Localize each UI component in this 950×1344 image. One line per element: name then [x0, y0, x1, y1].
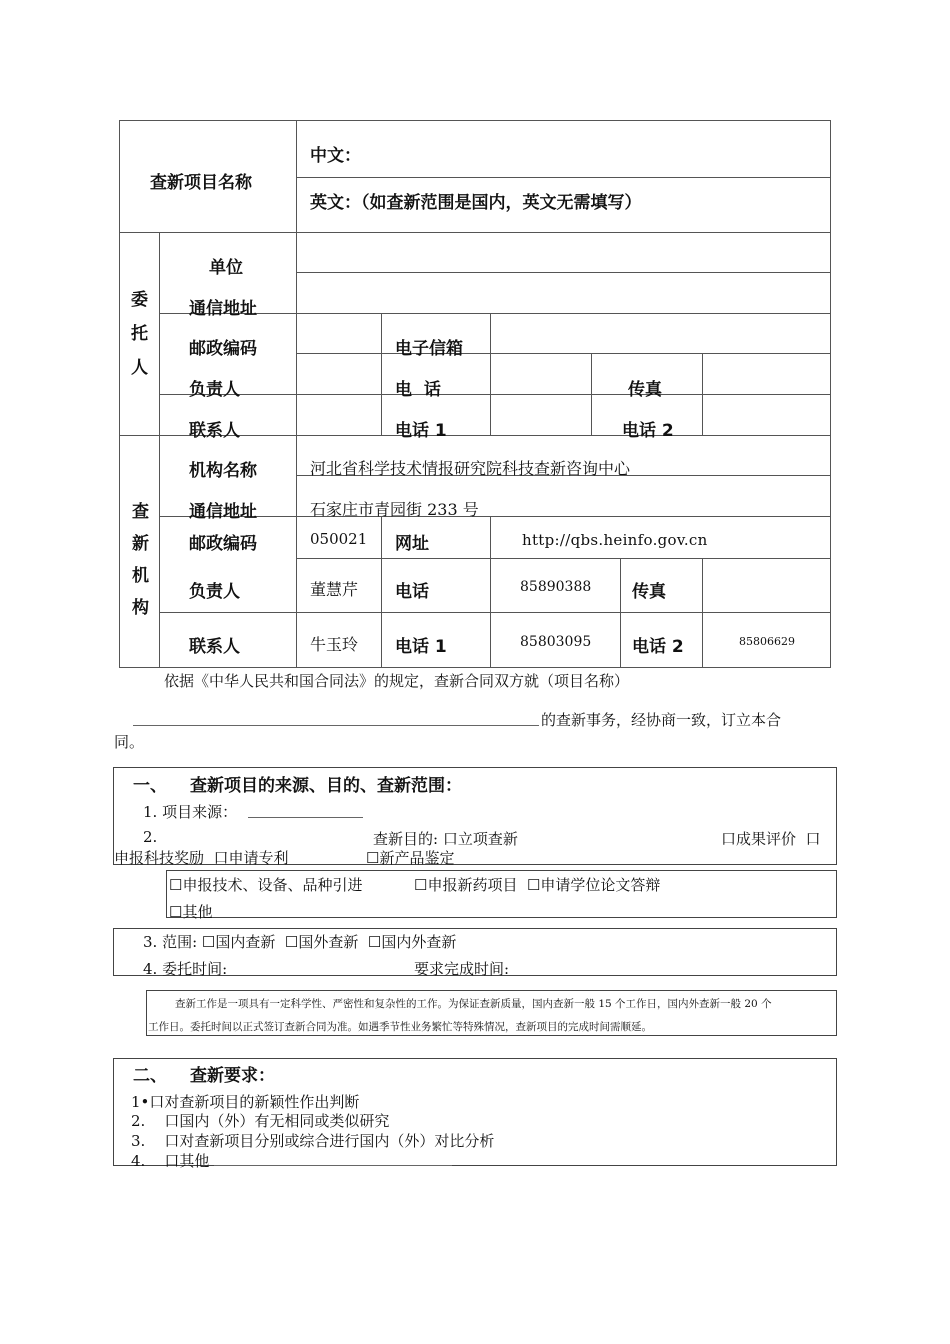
purpose-achievement-option[interactable]: 口成果评价 口 [721, 830, 821, 848]
agency-phone2-label: 电话 2 [632, 637, 684, 657]
agency-phone-value: 85890388 [520, 579, 592, 595]
commission-time-label: 4. 委托时间: [143, 960, 228, 978]
purpose-drug-thesis-option[interactable]: ☐申报新药项目 ☐申请学位论文答辩 [414, 876, 661, 894]
agency-group-label: 查 新 机 构 [132, 502, 149, 618]
purpose-number: 2. [143, 828, 158, 846]
client-fax-label: 传真 [628, 380, 662, 400]
client-address-label: 通信地址 [189, 299, 257, 319]
agency-postcode-label: 邮政编码 [189, 534, 257, 554]
contract-line-3: 同。 [114, 733, 145, 751]
section2-title: 查新要求： [190, 1066, 275, 1086]
client-contact-label: 联系人 [189, 421, 240, 441]
agency-contact-label: 联系人 [189, 637, 240, 657]
note-line-2: 工作日。委托时间以正式签订查新合同为准。如遇季节性业务繁忙等特殊情况，查新项目的完成时间需顺延。 [148, 1021, 652, 1033]
agency-phone1-value: 85803095 [520, 634, 592, 650]
agency-fax-label: 传真 [632, 582, 666, 602]
agency-name-label: 机构名称 [189, 461, 257, 481]
client-leader-label: 负责人 [189, 380, 240, 400]
agency-phone1-label: 电话 1 [395, 637, 447, 657]
project-name-label: 查新项目名称 [150, 173, 252, 193]
project-name-blank[interactable] [133, 725, 539, 726]
requirement-item-3[interactable]: 3. 口对查新项目分别或综合进行国内（外）对比分析 [131, 1132, 495, 1150]
project-source-blank[interactable] [248, 817, 363, 818]
client-phone-label: 电 话 [395, 380, 441, 400]
agency-website-label: 网址 [395, 534, 429, 554]
client-unit-label: 单位 [209, 258, 243, 278]
chinese-name-label: 中文： [310, 146, 361, 166]
requirement-item-1[interactable]: 1•口对查新项目的新颖性作出判断 [131, 1093, 360, 1111]
scope-options[interactable]: 3. 范围: ☐国内查新 ☐国外查新 ☐国内外查新 [143, 933, 457, 951]
note-line-1: 查新工作是一项具有一定科学性、严密性和复杂性的工作。为保证查新质量，国内查新一般 15 个工作日，国内外查新一般 20 个 [175, 998, 772, 1010]
contract-line-1: 依据《中华人民共和国合同法》的规定，查新合同双方就（项目名称） [164, 672, 630, 690]
contract-line-2: 的查新事务，经协商一致，订立本合 [541, 711, 782, 729]
agency-postcode-value: 050021 [310, 530, 368, 548]
section1-title: 查新项目的来源、目的、查新范围： [190, 776, 462, 796]
agency-leader-value: 董慧芹 [310, 580, 359, 599]
client-phone2-label: 电话 2 [622, 421, 674, 441]
project-source-label: 1. 项目来源： [143, 803, 238, 821]
completion-time-label: 要求完成时间: [414, 960, 510, 978]
agency-phone2-value: 85806629 [739, 635, 795, 648]
client-group-label: 委 托 人 [131, 290, 148, 378]
agency-address-value: 石家庄市青园街 233 号 [310, 500, 479, 519]
agency-phone-label: 电话 [395, 582, 429, 602]
requirement-item-4[interactable]: 4. 口其他 [131, 1152, 210, 1170]
purpose-award-patent-option[interactable]: 申报科技奖励 口申请专利 [114, 849, 289, 867]
english-name-label: 英文：（如查新范围是国内，英文无需填写） [310, 193, 642, 213]
client-email-label: 电子信箱 [395, 339, 463, 359]
section2-number: 二、 [133, 1066, 167, 1086]
purpose-label[interactable]: 查新目的: 口立项查新 [373, 830, 518, 848]
section1-number: 一、 [133, 776, 167, 796]
agency-website-value[interactable]: http://qbs.heinfo.gov.cn [522, 531, 708, 549]
agency-contact-value: 牛玉玲 [310, 635, 359, 654]
client-phone1-label: 电话 1 [395, 421, 447, 441]
agency-leader-label: 负责人 [189, 582, 240, 602]
agency-name-value: 河北省科学技术情报研究院科技查新咨询中心 [310, 459, 631, 478]
purpose-other-option[interactable]: ☐其他 [169, 903, 213, 921]
agency-address-label: 通信地址 [189, 502, 257, 522]
requirement-item-2[interactable]: 2. 口国内（外）有无相同或类似研究 [131, 1112, 390, 1130]
purpose-tech-option[interactable]: ☐申报技术、设备、品种引进 [169, 876, 363, 894]
client-postcode-label: 邮政编码 [189, 339, 257, 359]
requirement-other-blank[interactable] [214, 1165, 452, 1166]
purpose-new-product-option[interactable]: ☐新产品鉴定 [366, 849, 455, 867]
